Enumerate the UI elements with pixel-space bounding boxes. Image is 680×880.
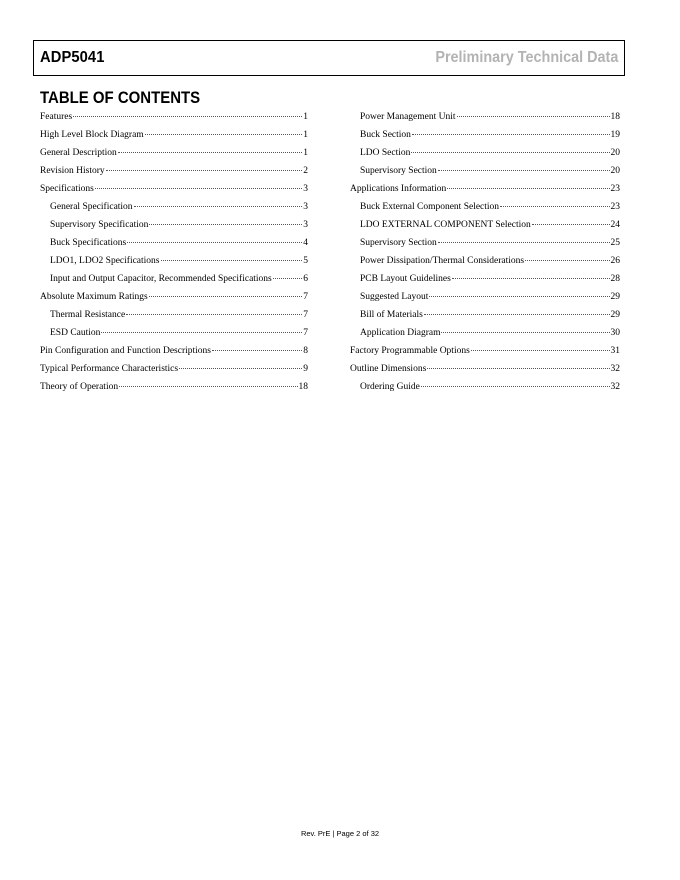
dot-leader: [411, 151, 609, 153]
toc-entry-page: 8: [303, 346, 308, 356]
toc-entry[interactable]: [40, 216, 308, 234]
toc-entry-page: 3: [303, 202, 308, 212]
toc-entry-page: 18: [610, 112, 620, 122]
toc-entry-page: 32: [610, 364, 620, 374]
toc-entry-title: LDO Section: [360, 148, 411, 158]
toc-entry-page: 3: [303, 220, 308, 230]
toc-entry-title: Supervisory Specification: [50, 220, 149, 230]
toc-entry[interactable]: [350, 144, 620, 162]
toc-entry-title: Typical Performance Characteristics: [40, 364, 179, 374]
dot-leader: [452, 277, 610, 279]
toc-entry[interactable]: [40, 306, 308, 324]
toc-entry-page: 18: [298, 382, 308, 392]
dot-leader: [525, 259, 609, 261]
dot-leader: [500, 205, 609, 207]
toc-entry-page: 4: [303, 238, 308, 248]
toc-entry[interactable]: [40, 180, 308, 198]
toc-entry-page: 25: [610, 238, 620, 248]
toc-entry[interactable]: [350, 126, 620, 144]
toc-entry-title: Suggested Layout: [360, 292, 429, 302]
dot-leader: [179, 367, 302, 369]
toc-entry[interactable]: [350, 288, 620, 306]
toc-entry[interactable]: [40, 270, 308, 288]
toc-entry[interactable]: [350, 198, 620, 216]
toc-entry[interactable]: [40, 144, 308, 162]
toc-entry-title: Features: [40, 112, 73, 122]
toc-entry-page: 7: [303, 310, 308, 320]
toc-entry[interactable]: [350, 360, 620, 378]
dot-leader: [429, 295, 609, 297]
toc-entry[interactable]: [350, 342, 620, 360]
toc-entry[interactable]: [350, 378, 620, 396]
toc-entry[interactable]: [350, 270, 620, 288]
toc-entry-title: General Description: [40, 148, 117, 158]
toc-entry[interactable]: [40, 378, 308, 396]
toc-entry-page: 20: [610, 148, 620, 158]
toc-entry-title: ESD Caution: [50, 328, 101, 338]
toc-entry[interactable]: [40, 360, 308, 378]
toc-entry[interactable]: [350, 252, 620, 270]
dot-leader: [421, 385, 610, 387]
toc-entry-page: 7: [303, 328, 308, 338]
dot-leader: [134, 205, 303, 207]
toc-entry-page: 7: [303, 292, 308, 302]
toc-entry-page: 31: [610, 346, 620, 356]
dot-leader: [471, 349, 610, 351]
toc-entry-title: Absolute Maximum Ratings: [40, 292, 148, 302]
dot-leader: [126, 313, 302, 315]
toc-entry-title: Ordering Guide: [360, 382, 420, 392]
toc-entry-page: 29: [610, 310, 620, 320]
dot-leader: [532, 223, 610, 225]
toc-entry-title: Applications Information: [350, 184, 447, 194]
toc-entry[interactable]: [350, 180, 620, 198]
page-header: [33, 40, 625, 76]
toc-entry-title: General Specification: [50, 202, 133, 212]
toc-title: TABLE OF CONTENTS: [40, 88, 201, 107]
toc-entry-title: Supervisory Section: [360, 238, 437, 248]
toc-entry-title: Buck Specifications: [50, 238, 127, 248]
toc-entry-title: Specifications: [40, 184, 94, 194]
toc-entry-title: Thermal Resistance: [50, 310, 126, 320]
toc-entry-title: LDO1, LDO2 Specifications: [50, 256, 160, 266]
dot-leader: [457, 115, 610, 117]
page-footer: Rev. PrE | Page 2 of 32: [300, 829, 380, 838]
toc-entry-title: Application Diagram: [360, 328, 441, 338]
toc-entry-title: Pin Configuration and Function Descriptions: [40, 346, 211, 356]
toc-left-column: [40, 108, 308, 396]
toc-entry-title: Power Management Unit: [360, 112, 456, 122]
dot-leader: [161, 259, 303, 261]
toc-entry-title: Power Dissipation/Thermal Considerations: [360, 256, 525, 266]
toc-entry-page: 20: [610, 166, 620, 176]
toc-entry-page: 24: [610, 220, 620, 230]
toc-entry-page: 1: [303, 130, 308, 140]
dot-leader: [106, 169, 303, 171]
toc-entry-title: Buck Section: [360, 130, 411, 140]
dot-leader: [149, 223, 302, 225]
dot-leader: [101, 331, 302, 333]
toc-entry-title: Bill of Materials: [360, 310, 423, 320]
dot-leader: [118, 151, 302, 153]
toc-entry-title: Input and Output Capacitor, Recommended Specifications: [50, 274, 272, 284]
toc-entry-page: 26: [610, 256, 620, 266]
toc-entry-page: 9: [303, 364, 308, 374]
toc-entry-page: 30: [610, 328, 620, 338]
toc-entry-page: 5: [303, 256, 308, 266]
document-status: Preliminary Technical Data: [434, 49, 618, 66]
dot-leader: [73, 115, 302, 117]
dot-leader: [447, 187, 609, 189]
toc-entry-title: High Level Block Diagram: [40, 130, 144, 140]
dot-leader: [427, 367, 609, 369]
toc-entry[interactable]: [40, 252, 308, 270]
dot-leader: [149, 295, 303, 297]
dot-leader: [95, 187, 302, 189]
toc-entry[interactable]: [350, 108, 620, 126]
toc-entry-title: Factory Programmable Options: [350, 346, 470, 356]
toc-entry[interactable]: [40, 108, 308, 126]
toc-entry[interactable]: [40, 162, 308, 180]
part-number: ADP5041: [40, 49, 105, 66]
toc-right-column: [350, 108, 620, 396]
toc-entry-page: 28: [610, 274, 620, 284]
toc-entry-title: Supervisory Section: [360, 166, 437, 176]
toc-entry[interactable]: [350, 324, 620, 342]
toc-entry-title: Buck External Component Selection: [360, 202, 500, 212]
toc-entry-page: 1: [303, 112, 308, 122]
toc-entry[interactable]: [40, 288, 308, 306]
toc-entry-title: Outline Dimensions: [350, 364, 427, 374]
toc-entry-page: 19: [610, 130, 620, 140]
dot-leader: [145, 133, 303, 135]
toc-entry-title: Theory of Operation: [40, 382, 119, 392]
dot-leader: [119, 385, 297, 387]
toc-entry[interactable]: [40, 342, 308, 360]
toc-entry[interactable]: [40, 324, 308, 342]
toc-entry-page: 29: [610, 292, 620, 302]
dot-leader: [127, 241, 302, 243]
dot-leader: [273, 277, 302, 279]
toc-entry-page: 32: [610, 382, 620, 392]
toc-entry[interactable]: [40, 126, 308, 144]
dot-leader: [424, 313, 610, 315]
dot-leader: [438, 241, 610, 243]
dot-leader: [441, 331, 609, 333]
toc-entry[interactable]: [350, 216, 620, 234]
toc-entry[interactable]: [40, 198, 308, 216]
toc-entry[interactable]: [350, 234, 620, 252]
toc-entry-page: 23: [610, 202, 620, 212]
dot-leader: [438, 169, 610, 171]
toc-entry-title: LDO EXTERNAL COMPONENT Selection: [360, 220, 531, 230]
toc-entry-page: 1: [303, 148, 308, 158]
toc-entry[interactable]: [350, 306, 620, 324]
toc-entry-page: 2: [303, 166, 308, 176]
dot-leader: [212, 349, 302, 351]
toc-entry-page: 6: [303, 274, 308, 284]
dot-leader: [412, 133, 610, 135]
toc-entry-title: PCB Layout Guidelines: [360, 274, 451, 284]
toc-entry-title: Revision History: [40, 166, 105, 176]
toc-entry-page: 23: [610, 184, 620, 194]
toc-entry[interactable]: [40, 234, 308, 252]
toc-entry-page: 3: [303, 184, 308, 194]
toc-entry[interactable]: [350, 162, 620, 180]
